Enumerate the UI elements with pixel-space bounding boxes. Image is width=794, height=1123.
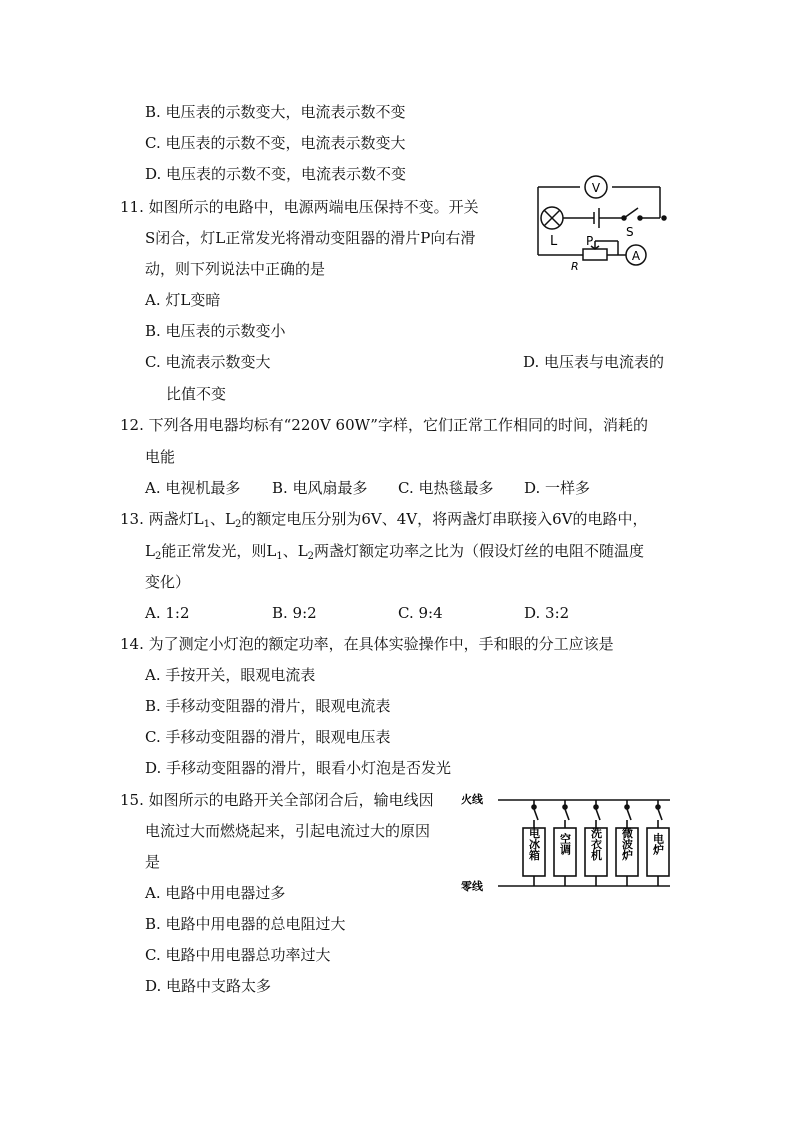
appliance-refrigerator-label: 电冰箱: [527, 827, 541, 861]
q13-stem-line2: $L_2$能正常发光，则$L_1$、$L_2$两盏灯额定功率之比为（假设灯丝的电阻不随温度: [145, 542, 645, 562]
rheostat-label: R: [571, 260, 579, 273]
q11-option-d-line2: 比值不变: [166, 385, 227, 403]
q11-circuit-diagram: [528, 170, 688, 275]
appliance-electric-stove-label: 电炉: [651, 833, 665, 855]
q14-option-a: A. 手按开关，眼观电流表: [145, 666, 316, 684]
q15-option-b: B. 电路中用电器的总电阻过大: [145, 915, 346, 933]
slider-label: P: [586, 234, 594, 248]
q13-option-a: A. 1:2: [145, 604, 190, 622]
q15-stem-line3: 是: [145, 853, 161, 871]
q13-option-b: B. 9:2: [272, 604, 317, 622]
voltmeter-symbol: V: [591, 181, 601, 195]
switch-label: S: [626, 225, 634, 239]
q11-option-a: A. 灯L变暗: [145, 291, 221, 309]
q15-household-circuit-diagram: [458, 790, 678, 900]
q15-stem-line1: 15. 如图所示的电路开关全部闭合后，输电线因: [120, 791, 434, 809]
q11-option-d-line1: D. 电压表与电流表的: [523, 353, 665, 371]
q10-option-d: D. 电压表的示数不变，电流表示数不变: [145, 165, 407, 183]
q15-stem-line2: 电流过大而燃烧起来，引起电流过大的原因: [145, 822, 431, 840]
q12-option-b: B. 电风扇最多: [272, 479, 368, 497]
q10-option-c: C. 电压表的示数不变，电流表示数变大: [145, 134, 406, 152]
ammeter-symbol: A: [631, 249, 641, 263]
q12-option-d: D. 一样多: [524, 479, 591, 497]
q14-option-d: D. 手移动变阻器的滑片，眼看小灯泡是否发光: [145, 759, 452, 777]
q14-stem: 14. 为了测定小灯泡的额定功率，在具体实验操作中，手和眼的分工应该是: [120, 635, 614, 653]
q11-stem-line1: 11. 如图所示的电路中，电源两端电压保持不变。开关: [120, 198, 479, 216]
q11-stem-line3: 动，则下列说法中正确的是: [145, 260, 326, 278]
q15-option-c: C. 电路中用电器总功率过大: [145, 946, 331, 964]
q10-option-b: B. 电压表的示数变大，电流表示数不变: [145, 103, 406, 121]
q13-option-c: C. 9:4: [398, 604, 443, 622]
q15-option-a: A. 电路中用电器过多: [145, 884, 286, 902]
q13-option-d: D. 3:2: [524, 604, 570, 622]
neutral-wire-label: 零线: [461, 880, 483, 893]
live-wire-label: 火线: [461, 793, 483, 806]
lamp-label: L: [550, 234, 558, 249]
q11-stem-line2: S闭合，灯L正常发光将滑动变阻器的滑片P向右滑: [145, 229, 476, 247]
q14-option-c: C. 手移动变阻器的滑片，眼观电压表: [145, 728, 391, 746]
q13-stem-line3: 变化）: [145, 573, 191, 591]
q12-stem-line2: 电能: [145, 448, 176, 466]
q11-option-c: C. 电流表示数变大: [145, 353, 271, 371]
q14-option-b: B. 手移动变阻器的滑片，眼观电流表: [145, 697, 391, 715]
q15-option-d: D. 电路中支路太多: [145, 977, 272, 995]
q12-option-a: A. 电视机最多: [145, 479, 241, 497]
q13-stem-line1: 13. 两盏灯$L_1$、$L_2$的额定电压分别为6V、4V，将两盏灯串联接入6V的电路中，: [120, 510, 648, 530]
appliance-air-conditioner-label: 空调: [558, 833, 572, 855]
appliance-washing-machine-label: 洗衣机: [589, 827, 603, 861]
q12-option-c: C. 电热毯最多: [398, 479, 494, 497]
q11-option-b: B. 电压表的示数变小: [145, 322, 286, 340]
q12-stem-line1: 12. 下列各用电器均标有“220V 60W”字样，它们正常工作相同的时间，消耗的: [120, 416, 648, 434]
appliance-microwave-label: 微波炉: [620, 827, 634, 861]
